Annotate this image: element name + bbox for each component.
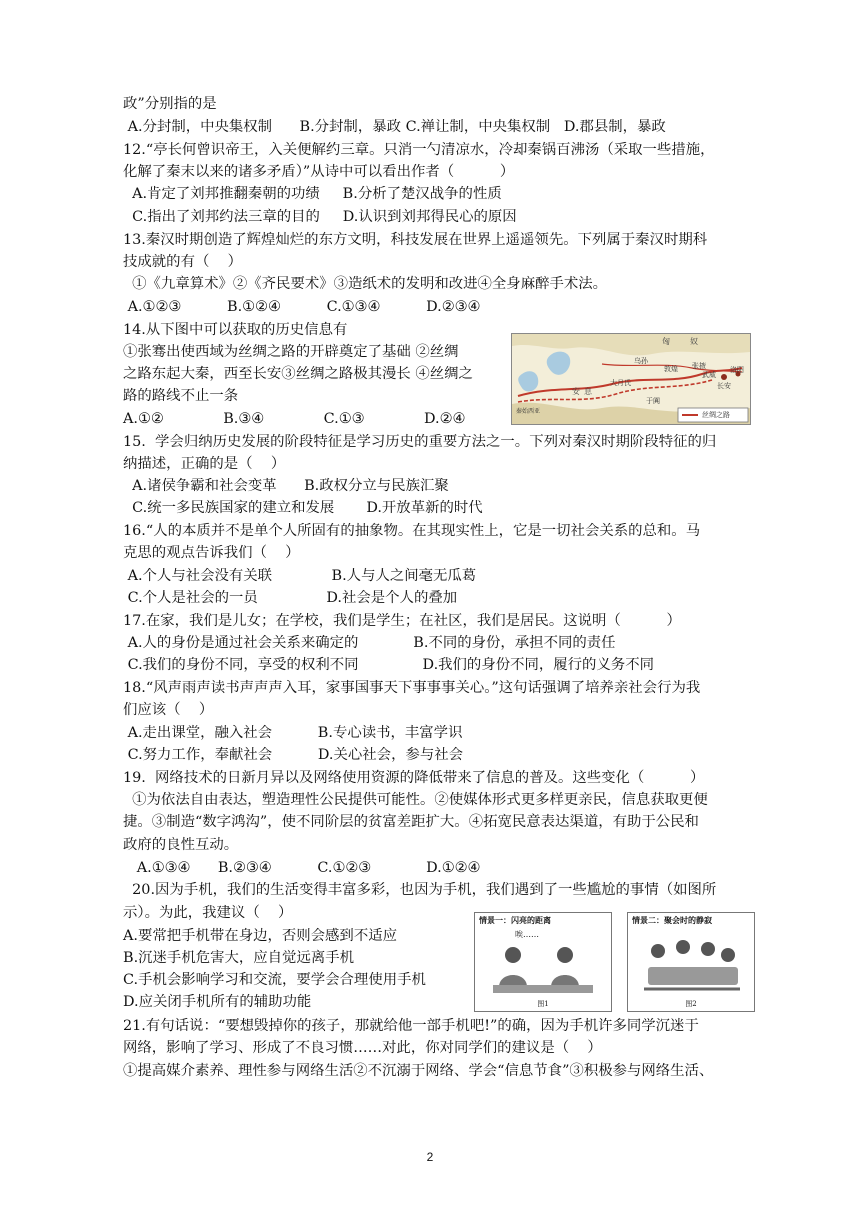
text-line: 路的路线不止一条: [123, 388, 239, 404]
text-line: 13.秦汉时期创造了辉煌灿烂的东方文明，科技发展在世界上遥遥领先。下列属于秦汉时期科: [123, 232, 708, 248]
panel-1-title: 情景一：闪亮的距离: [479, 915, 551, 925]
text-line: 17.在家，我们是儿女；在学校，我们是学生；在社区，我们是居民。这说明（ ）: [123, 613, 681, 629]
map-label-luoyang: 洛阳: [730, 366, 744, 374]
panel-1-speech: 唉……: [515, 930, 539, 939]
text-line: ①《九章算术》②《齐民要术》③造纸术的发明和改进④全身麻醉手术法。: [123, 276, 608, 292]
panel-2-title: 情景二：聚会时的静寂: [632, 915, 712, 925]
text-line: 16.“人的本质并不是单个人所固有的抽象物。在其现实性上，它是一切社会关系的总和。马: [123, 523, 701, 539]
text-line: ①张骞出使西域为丝绸之路的开辟奠定了基础 ②丝绸: [123, 344, 459, 360]
text-line: C.手机会影响学习和交流，要学会合理使用手机: [123, 972, 426, 988]
text-line: A.个人与社会没有关联 B.人与人之间毫无瓜葛: [123, 568, 477, 584]
text-line: A.肯定了刘邦推翻秦朝的功绩 B.分析了楚汉战争的性质: [123, 186, 502, 202]
text-line: C.个人是社会的一员 D.社会是个人的叠加: [123, 590, 458, 606]
text-line: A.走出课堂，融入社会 B.专心读书，丰富学识: [123, 725, 463, 741]
panel-1-drawing: [475, 927, 611, 997]
text-line: 19. 网络技术的日新月异以及网络使用资源的降低带来了信息的普及。这些变化（ ）: [123, 770, 705, 786]
text-line: 20.因为手机，我们的生活变得丰富多彩，也因为手机，我们遇到了一些尴尬的事情（如图所: [123, 882, 717, 898]
map-label-dayuezhi: 大月氏: [610, 379, 631, 387]
text-line: 21.有句话说：“要想毁掉你的孩子，那就给他一部手机吧!”的确，因为手机许多同学沉迷于: [123, 1018, 699, 1034]
cartoon-panel-1: [474, 912, 612, 1012]
text-line: C.统一多民族国家的建立和发展 D.开放革新的时代: [123, 500, 483, 516]
map-label-wuwei: 武威: [702, 371, 716, 379]
map-label-wusun: 乌孙: [634, 357, 648, 365]
map-label-dunhuang: 敦煌: [664, 365, 678, 373]
text-line: B.沉迷手机危害大，应自觉远离手机: [123, 950, 355, 966]
map-label-yutian: 于阗: [646, 397, 660, 405]
text-line: D.应关闭手机所有的辅助功能: [123, 994, 312, 1010]
text-line: 之路东起大秦，西至长安③丝绸之路极其漫长 ④丝绸之: [123, 366, 473, 382]
text-line: A.①③④ B.②③④ C.①②③ D.①②④: [123, 860, 481, 876]
panel-1-caption: 图1: [537, 1000, 549, 1008]
cartoon-panel-2: [627, 912, 755, 1012]
text-line: 政”分别指的是: [123, 96, 217, 112]
map-label-anxi-1: 安: [572, 387, 580, 396]
text-line: 技成就的有（ ）: [123, 254, 243, 270]
text-line: A.①② B.③④ C.①③ D.②④: [123, 411, 466, 427]
text-line: 示）。为此，我建议（ ）: [123, 905, 293, 921]
text-line: ①为依法自由表达，塑造理性公民提供可能性。②使媒体形式更多样更亲民，信息获取更便: [123, 792, 708, 808]
text-line: A.人的身份是通过社会关系来确定的 B.不同的身份，承担不同的责任: [123, 635, 616, 651]
map-legend-label: 丝绸之路: [702, 411, 730, 419]
page-number: 2: [426, 1150, 434, 1164]
text-line: 们应该（ ）: [123, 702, 214, 718]
map-label-changan: 长安: [717, 382, 731, 390]
map-label-anxi-2: 息: [584, 387, 592, 396]
map-label-west: 秦始西亚: [516, 408, 541, 415]
text-line: 网络，影响了学习、形成了不良习惯……对此，你对同学们的建议是（ ）: [123, 1040, 602, 1056]
text-line: C.努力工作，奉献社会 D.关心社会，参与社会: [123, 747, 464, 763]
text-line: 化解了秦末以来的诸多矛盾）”从诗中可以看出作者（ ）: [123, 164, 515, 180]
map-label-xiongnu-1: 匈: [662, 337, 670, 346]
panel-2-drawing: [628, 927, 754, 997]
text-line: ①提高媒介素养、理性参与网络生活②不沉溺于网络、学会“信息节食”③积极参与网络生活、: [123, 1063, 714, 1079]
text-line: C.指出了刘邦约法三章的目的 D.认识到刘邦得民心的原因: [123, 209, 517, 225]
text-line: 捷。③制造“数字鸿沟”，使不同阶层的贫富差距扩大。④拓宽民意表达渠道，有助于公民和: [123, 814, 699, 830]
text-line: 克思的观点告诉我们（ ）: [123, 545, 300, 561]
text-line: 政府的良性互动。: [123, 837, 239, 853]
text-line: 18.“风声雨声读书声声声入耳，家事国事天下事事事关心。”这句话强调了培养亲社会行为我: [123, 680, 701, 696]
map-label-xiongnu-2: 奴: [690, 337, 698, 346]
text-line: 纳描述，正确的是（ ）: [123, 456, 286, 472]
panel-2-caption: 图2: [685, 1000, 697, 1008]
text-line: 12.“亭长何曾识帝王，入关便解约三章。只消一勺清凉水，冷却秦锅百沸汤（采取一些措施，: [123, 142, 715, 158]
text-line: A.诸侯争霸和社会变革 B.政权分立与民族汇聚: [123, 478, 449, 494]
text-line: 15. 学会归纳历史发展的阶段特征是学习历史的重要方法之一。下列对秦汉时期阶段特征的归: [123, 434, 717, 450]
text-line: 14.从下图中可以获取的历史信息有: [123, 322, 348, 338]
text-line: C.我们的身份不同，享受的权利不同 D.我们的身份不同，履行的义务不同: [123, 657, 655, 673]
text-line: A.①②③ B.①②④ C.①③④ D.②③④: [123, 299, 481, 315]
text-line: A.分封制，中央集权制 B.分封制，暴政 C.禅让制，中央集权制 D.郡县制，暴政: [123, 119, 666, 135]
silk-road-map: [511, 333, 751, 425]
text-line: A.要常把手机带在身边，否则会感到不适应: [123, 928, 397, 944]
map-label-zhangye: 张掖: [692, 362, 706, 370]
